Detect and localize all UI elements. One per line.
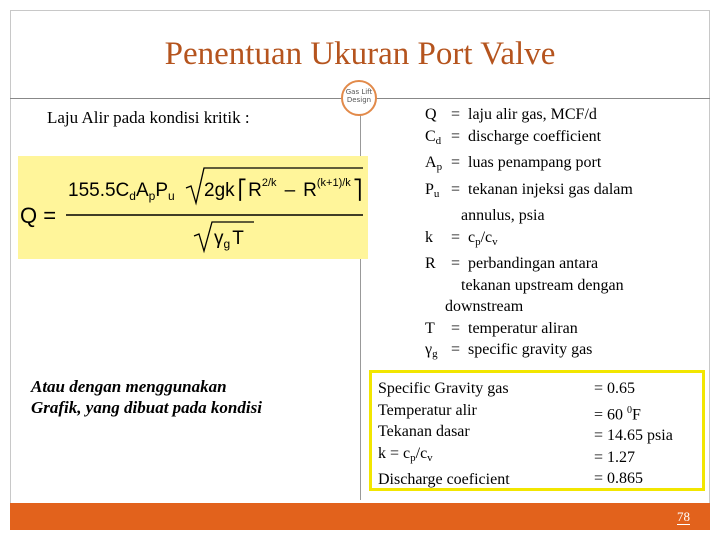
graph-note-line-2: Grafik, yang dibuat pada kondisi <box>31 398 262 417</box>
def-text: perbandingan antara <box>468 255 599 272</box>
conditions-values <box>594 378 673 490</box>
def-equals: = <box>451 341 461 358</box>
formula-box <box>18 156 368 259</box>
graph-note <box>31 376 262 418</box>
formula-graphic <box>18 156 368 259</box>
def-continuation: downstream <box>445 298 524 315</box>
def-row-q <box>425 104 715 126</box>
formula-lhs: Q = <box>20 203 57 228</box>
def-text: tekanan injeksi gas dalam <box>468 180 633 198</box>
variable-definitions <box>425 104 715 366</box>
def-row-r <box>425 253 715 275</box>
conditions-labels <box>378 378 510 491</box>
condition-value: = 0.65 <box>594 380 636 397</box>
footer-bar <box>10 503 710 530</box>
condition-value: = 0.865 <box>594 470 644 488</box>
def-equals: = <box>451 228 461 246</box>
def-symbol: $\gamma_g$ <box>425 341 438 360</box>
def-row-cd <box>425 126 715 153</box>
conditions-box <box>369 370 705 491</box>
def-equals: = <box>451 180 461 198</box>
def-symbol: k <box>425 228 433 246</box>
def-text: luas penampang port <box>468 154 602 171</box>
def-equals: = <box>451 255 461 272</box>
critical-flow-label: Laju Alir pada kondisi kritik : <box>47 108 250 127</box>
def-equals: = <box>451 319 461 337</box>
condition-value: = 1.27 <box>594 448 636 466</box>
def-equals: = <box>451 127 461 145</box>
def-continuation: tekanan upstream dengan <box>461 276 624 294</box>
def-text: $c_p/c_v$ <box>468 228 498 248</box>
def-continuation: annulus, psia <box>461 207 545 224</box>
def-symbol: R <box>425 255 436 272</box>
def-symbol: $A_p$ <box>425 154 443 173</box>
gas-lift-badge-icon: Gas Lift Design <box>341 80 377 116</box>
formula-root-content: 2gk $⎡R^{2/k} - R^{(k+1)/k}$ ⎤ <box>204 177 363 201</box>
def-row-k <box>425 227 715 254</box>
condition-value: = 14.65 psia <box>594 427 673 445</box>
def-text: discharge coefficient <box>468 127 602 145</box>
condition-label: Temperatur alir <box>378 401 477 419</box>
slide-title: Penentuan Ukuran Port Valve <box>164 36 556 72</box>
def-symbol: $P_u$ <box>425 180 440 200</box>
condition-label: Specific Gravity gas <box>378 380 509 397</box>
condition-label: $k = c_p/c_v$ <box>378 444 433 464</box>
condition-value: = 60 $^0$F <box>594 404 641 423</box>
def-symbol: $C_d$ <box>425 127 442 147</box>
def-row-t <box>425 318 715 340</box>
def-symbol: Q <box>425 106 437 123</box>
condition-label: Tekanan dasar <box>378 423 470 440</box>
condition-label: Discharge coeficient <box>378 471 510 488</box>
formula-numerator: $155.5C_dA_pP_u$ <box>68 180 175 203</box>
page-number: 78 <box>677 509 690 524</box>
def-row-ap <box>425 152 715 179</box>
def-text: laju alir gas, MCF/d <box>468 106 597 123</box>
formula-denominator: $\gamma_g$ T <box>214 228 244 251</box>
def-text: specific gravity gas <box>468 341 593 358</box>
def-symbol: T <box>425 319 435 337</box>
def-text: temperatur aliran <box>468 319 578 337</box>
def-row-gamma <box>425 339 715 366</box>
def-equals: = <box>451 106 461 123</box>
def-row-pu <box>425 179 715 206</box>
def-equals: = <box>451 154 461 171</box>
graph-note-line-1: Atau dengan menggunakan <box>31 377 227 396</box>
